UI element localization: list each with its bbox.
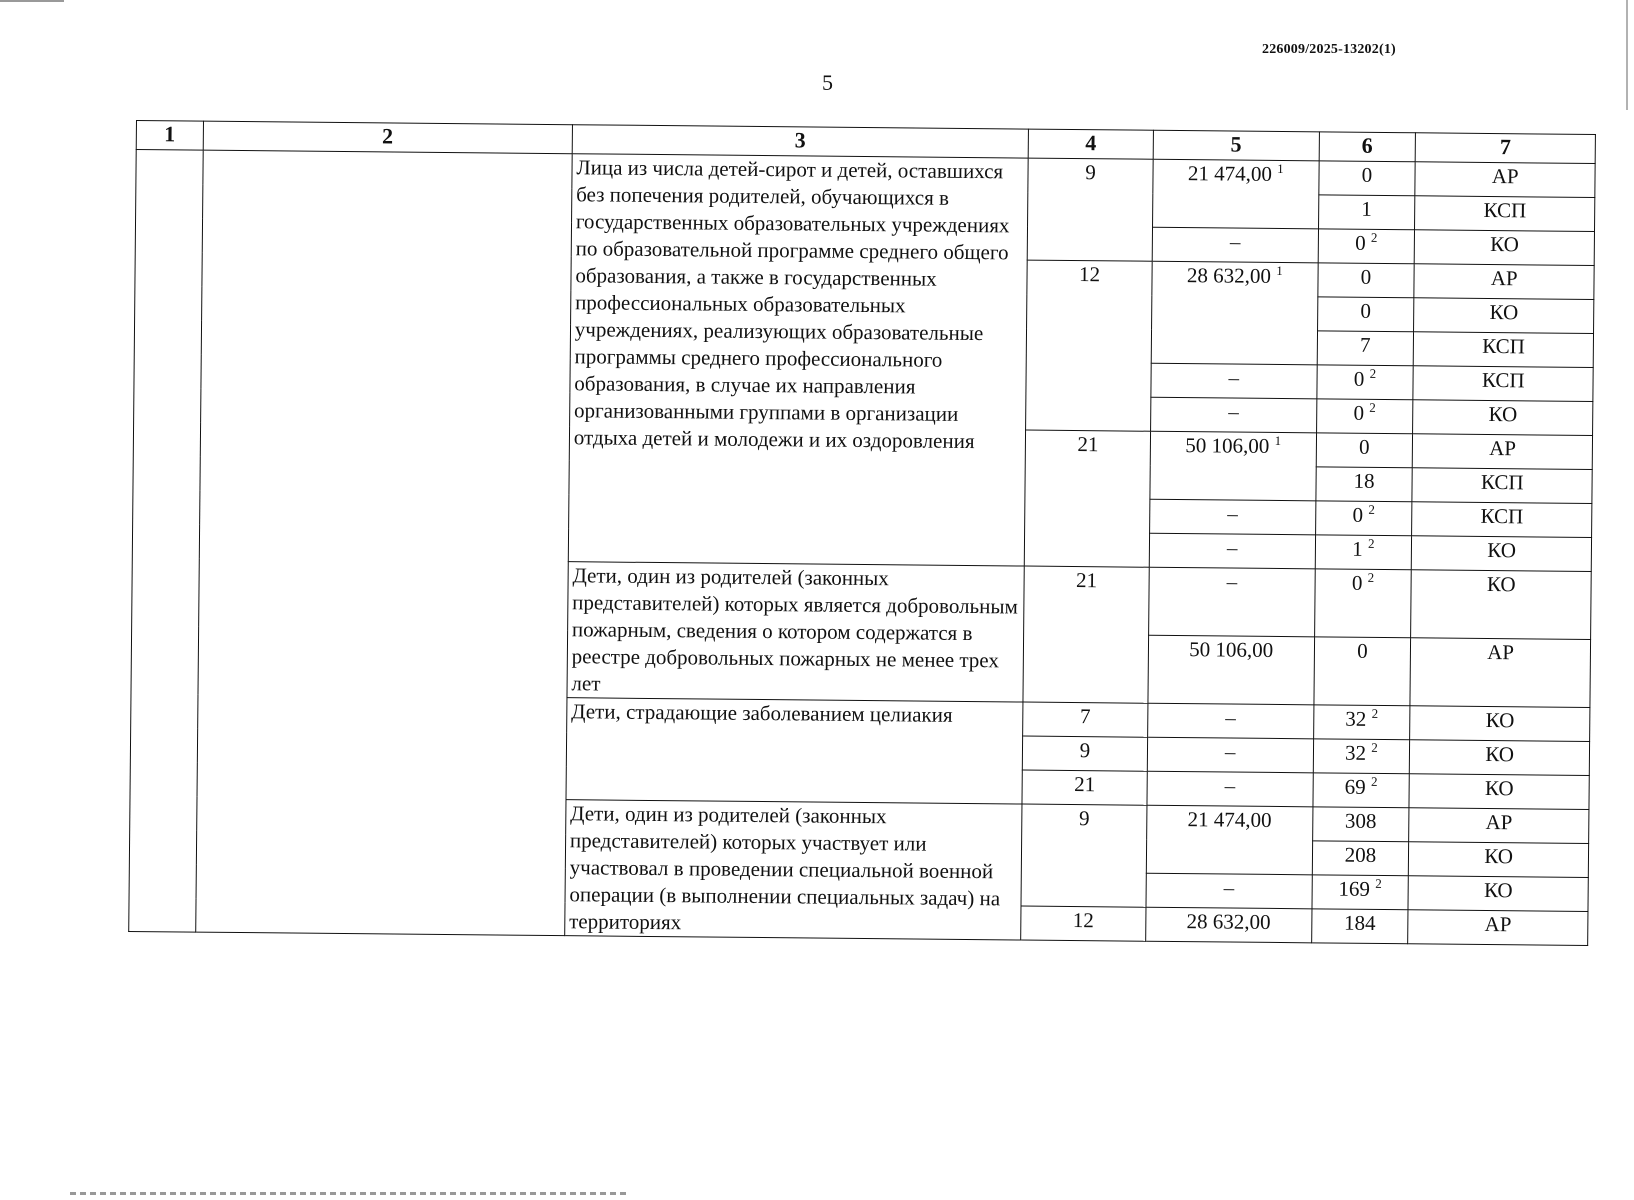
count-value: 1 bbox=[1361, 196, 1372, 221]
count-cell bbox=[1316, 433, 1413, 468]
count-cell bbox=[1312, 773, 1409, 808]
cost-value: – bbox=[1228, 365, 1240, 390]
code-cell: АР bbox=[1413, 434, 1593, 470]
code-cell: КСП bbox=[1413, 366, 1593, 402]
data-table bbox=[128, 120, 1596, 946]
cost-cell bbox=[1149, 533, 1315, 569]
cost-cell bbox=[1151, 363, 1317, 399]
cost-cell bbox=[1150, 431, 1316, 501]
header-col-1: 1 bbox=[136, 121, 203, 151]
cost-cell bbox=[1146, 907, 1312, 943]
cost-value: – bbox=[1227, 501, 1238, 526]
count-cell bbox=[1315, 535, 1412, 570]
code-cell: АР bbox=[1415, 162, 1595, 198]
cost-cell bbox=[1147, 771, 1313, 807]
cost-cell bbox=[1151, 261, 1317, 365]
code-cell: КСП bbox=[1414, 332, 1594, 368]
days-cell: 21 bbox=[1022, 770, 1147, 805]
header-col-6: 6 bbox=[1319, 132, 1416, 162]
cost-value: – bbox=[1229, 229, 1241, 254]
count-value: 18 bbox=[1353, 468, 1375, 493]
cost-value: 50 106,00 bbox=[1185, 433, 1270, 458]
category-description: Лица из числа детей-сирот и детей, оставшихся без попечения родителей, обучающихся в государственных образовательных учреждениях по образовательной программе среднего общего образования, а также в государственных профессиональных образовательных учреждениях, реализующих образовательные программы среднего профессионального образования, в случае их направления организованными группами в организации отдыха детей и молодежи и их оздоровления bbox=[568, 154, 1028, 566]
code-cell: КО bbox=[1411, 570, 1591, 640]
days-cell: 9 bbox=[1021, 804, 1147, 907]
count-value: 69 bbox=[1344, 774, 1366, 799]
category-description: Дети, страдающие заболеванием целиакия bbox=[566, 698, 1023, 804]
page-number: 5 bbox=[822, 70, 833, 95]
count-value: 169 bbox=[1338, 876, 1371, 901]
cost-cell bbox=[1148, 635, 1314, 705]
days-cell: 21 bbox=[1023, 566, 1149, 703]
code-cell: КСП bbox=[1412, 502, 1592, 538]
count-value: 0 bbox=[1352, 502, 1364, 527]
cost-cell bbox=[1149, 567, 1315, 637]
count-value: 308 bbox=[1344, 808, 1377, 833]
footnote-mark: 1 bbox=[1277, 160, 1284, 177]
footnote-mark: 2 bbox=[1369, 399, 1376, 415]
count-cell bbox=[1315, 467, 1412, 502]
cost-value: – bbox=[1223, 875, 1235, 900]
cost-value: – bbox=[1224, 773, 1236, 798]
scan-artifact-right bbox=[1626, 0, 1628, 110]
count-cell bbox=[1317, 263, 1414, 298]
code-cell: АР bbox=[1409, 808, 1589, 844]
count-cell bbox=[1311, 875, 1408, 910]
count-cell bbox=[1313, 637, 1411, 706]
header-col-4: 4 bbox=[1028, 129, 1153, 159]
scan-artifact-top bbox=[0, 0, 64, 2]
cost-value: 28 632,00 bbox=[1186, 909, 1271, 934]
code-cell: КО bbox=[1408, 876, 1588, 912]
code-cell: АР bbox=[1410, 638, 1590, 708]
count-value: 7 bbox=[1359, 332, 1371, 357]
document-id: 226009/2025-13202(1) bbox=[1262, 42, 1396, 57]
count-value: 1 bbox=[1352, 536, 1363, 561]
days-cell: 9 bbox=[1022, 736, 1147, 771]
count-cell bbox=[1318, 195, 1415, 230]
header-col-2: 2 bbox=[203, 121, 573, 154]
code-cell: КО bbox=[1412, 536, 1592, 572]
count-cell bbox=[1313, 705, 1410, 740]
cost-cell bbox=[1152, 227, 1318, 263]
count-cell bbox=[1317, 331, 1414, 366]
code-cell: КО bbox=[1414, 298, 1594, 334]
cost-value: – bbox=[1225, 705, 1236, 730]
footnote-mark: 1 bbox=[1276, 262, 1283, 279]
cost-value: – bbox=[1228, 399, 1239, 424]
count-value: 0 bbox=[1361, 162, 1373, 187]
code-cell: КО bbox=[1409, 774, 1589, 810]
cost-value: 28 632,00 bbox=[1186, 263, 1272, 288]
category-description: Дети, один из родителей (законных представителей) которых участвует или участвовал в проведении специальной военной операции (в выполнении специальных задач) на территориях bbox=[565, 800, 1022, 940]
code-cell: КСП bbox=[1415, 196, 1595, 232]
code-cell: КО bbox=[1409, 842, 1589, 878]
footnote-mark: 2 bbox=[1369, 365, 1377, 381]
cost-cell bbox=[1150, 499, 1316, 535]
count-cell bbox=[1316, 365, 1413, 400]
footnote-mark: 2 bbox=[1368, 501, 1375, 517]
footnote-mark: 2 bbox=[1370, 773, 1378, 789]
cost-cell bbox=[1151, 397, 1317, 433]
category-description: Дети, один из родителей (законных представителей) которых является добровольным пожарным, сведения о котором содержатся в реестре добровольных пожарных не менее трех лет bbox=[567, 562, 1024, 702]
count-value: 0 bbox=[1353, 366, 1365, 391]
days-cell: 7 bbox=[1023, 702, 1148, 737]
code-cell: КСП bbox=[1412, 468, 1592, 504]
footnote-mark: 2 bbox=[1367, 569, 1375, 585]
cost-cell bbox=[1146, 873, 1312, 909]
count-value: 0 bbox=[1358, 434, 1370, 459]
count-cell bbox=[1318, 161, 1415, 196]
count-cell bbox=[1318, 229, 1415, 264]
days-cell: 9 bbox=[1027, 158, 1153, 261]
cost-cell bbox=[1146, 805, 1312, 875]
days-cell: 21 bbox=[1024, 430, 1150, 567]
col-2-cell bbox=[195, 150, 572, 936]
code-cell: КО bbox=[1415, 230, 1595, 266]
count-value: 32 bbox=[1345, 706, 1367, 731]
footnote-mark: 2 bbox=[1367, 535, 1375, 551]
count-value: 0 bbox=[1360, 264, 1372, 289]
footnote-mark: 2 bbox=[1371, 739, 1378, 755]
count-cell bbox=[1314, 569, 1412, 638]
footnote-mark: 1 bbox=[1274, 432, 1282, 449]
days-cell: 12 bbox=[1025, 260, 1152, 431]
cost-cell bbox=[1147, 737, 1313, 773]
header-col-5: 5 bbox=[1153, 130, 1319, 161]
count-value: 0 bbox=[1353, 400, 1365, 425]
footnote-mark: 2 bbox=[1370, 229, 1378, 245]
cost-cell bbox=[1153, 159, 1319, 229]
code-cell: КО bbox=[1410, 740, 1590, 776]
count-cell bbox=[1315, 501, 1412, 536]
cost-value: 21 474,00 bbox=[1187, 161, 1273, 186]
footnote-mark: 2 bbox=[1375, 875, 1382, 891]
count-value: 0 bbox=[1351, 570, 1363, 595]
count-cell bbox=[1312, 807, 1409, 842]
code-cell: АР bbox=[1414, 264, 1594, 300]
count-value: 0 bbox=[1355, 230, 1366, 255]
cost-value: 50 106,00 bbox=[1189, 637, 1274, 662]
scan-artifact-bottom bbox=[70, 1192, 630, 1195]
code-cell: АР bbox=[1408, 910, 1588, 946]
cost-cell bbox=[1148, 703, 1314, 739]
days-cell: 12 bbox=[1021, 906, 1146, 941]
code-cell: КО bbox=[1413, 400, 1593, 436]
count-cell bbox=[1311, 909, 1408, 944]
count-cell bbox=[1313, 739, 1410, 774]
header-col-7: 7 bbox=[1416, 133, 1596, 164]
table-body bbox=[129, 150, 1595, 946]
footnote-mark: 2 bbox=[1371, 705, 1379, 721]
count-value: 32 bbox=[1344, 740, 1367, 765]
cost-value: – bbox=[1224, 739, 1236, 764]
count-value: 184 bbox=[1343, 910, 1376, 935]
code-cell: КО bbox=[1410, 706, 1590, 742]
count-value: 0 bbox=[1360, 298, 1372, 323]
cost-value: – bbox=[1226, 535, 1238, 560]
count-cell bbox=[1312, 841, 1409, 876]
count-value: 208 bbox=[1344, 842, 1377, 867]
count-value: 0 bbox=[1357, 638, 1368, 663]
cost-value: 21 474,00 bbox=[1187, 807, 1272, 832]
col-1-cell bbox=[129, 150, 203, 933]
cost-value: – bbox=[1226, 569, 1238, 594]
count-cell bbox=[1317, 297, 1414, 332]
count-cell bbox=[1316, 399, 1413, 434]
header-col-3: 3 bbox=[572, 125, 1028, 158]
